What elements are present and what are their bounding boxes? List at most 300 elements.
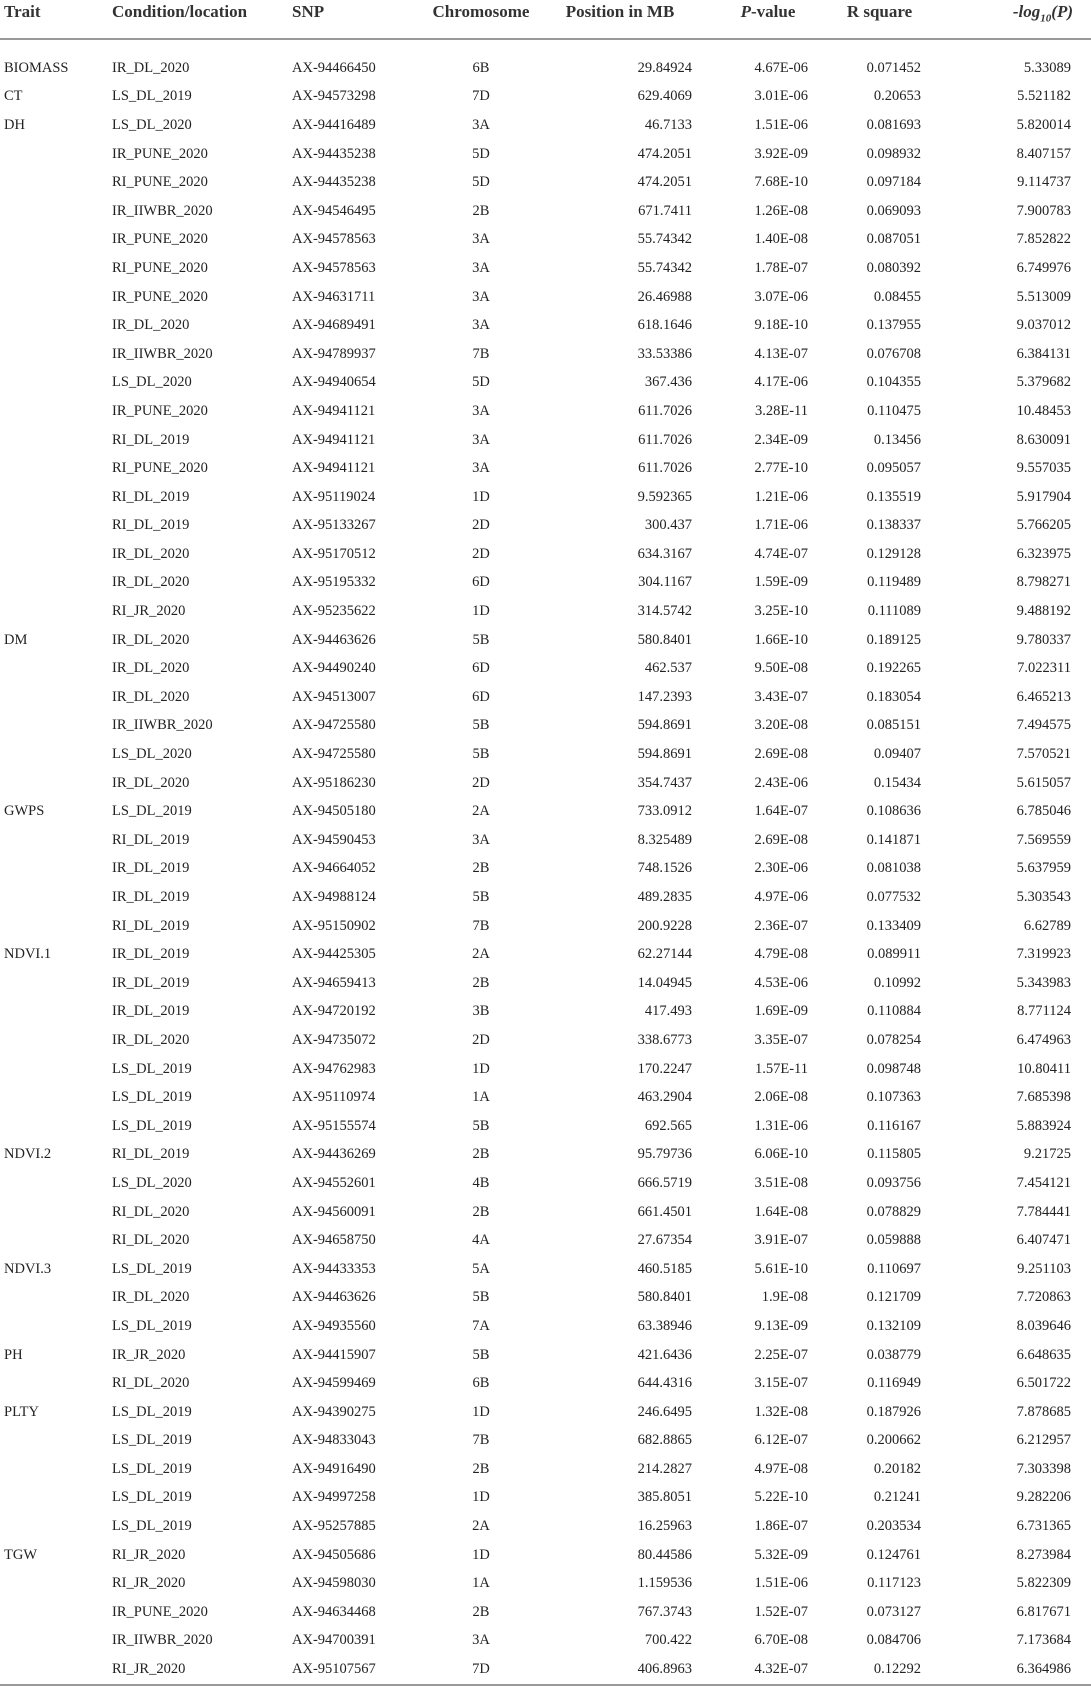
chromosome-cell: 2D	[472, 517, 490, 534]
pvalue-cell: 3.91E-07	[754, 1232, 808, 1249]
condition-cell: IR_PUNE_2020	[112, 402, 208, 419]
trait-cell	[0, 597, 104, 626]
trait-cell	[0, 1169, 104, 1198]
trait-cell	[0, 1312, 104, 1341]
position-cell: 580.8401	[637, 631, 692, 648]
pvalue-cell: 2.30E-06	[754, 860, 808, 877]
neg-log10-p-cell: 10.48453	[1016, 402, 1071, 419]
trait-cell	[0, 311, 104, 340]
table-row	[0, 540, 1091, 569]
neg-log10-p-cell: 5.637959	[1016, 860, 1071, 877]
condition-cell: IR_IIWBR_2020	[112, 345, 213, 362]
condition-cell: LS_DL_2019	[112, 1460, 192, 1477]
rsquare-cell: 0.119489	[867, 574, 921, 591]
chromosome-cell: 6D	[472, 688, 490, 705]
table-row	[0, 111, 1091, 140]
condition-cell: IR_DL_2020	[112, 631, 190, 648]
position-cell: 462.537	[644, 660, 692, 677]
position-cell: 748.1526	[637, 860, 692, 877]
rsquare-cell: 0.203534	[866, 1518, 921, 1535]
pvalue-cell: 2.69E-08	[754, 746, 808, 763]
position-cell: 1.159536	[637, 1575, 692, 1592]
position-cell: 661.4501	[637, 1203, 692, 1220]
trait-cell	[0, 769, 104, 798]
condition-cell: LS_DL_2020	[112, 374, 192, 391]
trait-cell: DM	[4, 631, 28, 648]
pvalue-cell: 5.61E-10	[754, 1260, 808, 1277]
chromosome-cell: 2B	[472, 1203, 490, 1220]
position-cell: 147.2393	[637, 688, 692, 705]
chromosome-cell: 6D	[472, 660, 490, 677]
table-row	[0, 1398, 1091, 1427]
rsquare-cell: 0.116167	[867, 1117, 921, 1134]
position-cell: 46.7133	[644, 116, 692, 133]
trait-cell	[0, 1455, 104, 1484]
position-cell: 666.5719	[637, 1174, 692, 1191]
position-cell: 354.7437	[637, 774, 692, 791]
pvalue-cell: 4.32E-07	[728, 1655, 838, 1685]
position-cell: 170.2247	[637, 1060, 692, 1077]
trait-cell	[0, 855, 104, 884]
rsquare-cell: 0.187926	[866, 1403, 921, 1420]
trait-cell	[0, 1083, 104, 1112]
pvalue-cell: 3.35E-07	[754, 1031, 808, 1048]
condition-cell: IR_DL_2019	[112, 860, 190, 877]
neg-log10-p-cell: 6.817671	[1016, 1603, 1071, 1620]
pvalue-cell: 1.78E-07	[754, 259, 808, 276]
condition-cell: IR_DL_2019	[112, 1003, 190, 1020]
chromosome-cell: 1D	[472, 1546, 490, 1563]
snp-cell: AX-95110974	[292, 1089, 376, 1106]
header-pvalue	[728, 0, 838, 39]
neg-log10-p-cell: 6.648635	[1016, 1346, 1071, 1363]
header-pvalue-rest: -value	[751, 2, 796, 21]
pvalue-cell: 3.43E-07	[754, 688, 808, 705]
condition-cell: IR_DL_2020	[112, 660, 190, 677]
snp-cell: AX-94833043	[292, 1432, 376, 1449]
snp-cell: AX-94416489	[292, 116, 376, 133]
table-row	[0, 712, 1091, 741]
table-row	[0, 1512, 1091, 1541]
pvalue-cell: 1.64E-08	[754, 1203, 808, 1220]
chromosome-cell: 5B	[472, 717, 490, 734]
trait-cell	[0, 654, 104, 683]
rsquare-cell: 0.110697	[867, 1260, 921, 1277]
pvalue-cell: 1.64E-07	[754, 803, 808, 820]
table-row	[0, 1655, 1091, 1685]
pvalue-cell: 2.36E-07	[754, 917, 808, 934]
neg-log10-p-cell: 5.521182	[1017, 88, 1071, 105]
rsquare-cell: 0.098748	[866, 1060, 921, 1077]
rsquare-cell: 0.085151	[866, 717, 921, 734]
position-cell: 8.325489	[637, 831, 692, 848]
rsquare-cell: 0.089911	[867, 946, 921, 963]
trait-cell: NDVI.2	[4, 1146, 52, 1163]
snp-cell: AX-95186230	[292, 774, 376, 791]
snp-cell: AX-94631711	[292, 288, 376, 305]
neg-log10-p-cell: 8.407157	[1016, 145, 1071, 162]
snp-cell: AX-95133267	[292, 517, 376, 534]
chromosome-cell: 2B	[472, 974, 490, 991]
trait-cell	[0, 712, 104, 741]
condition-cell: LS_DL_2019	[112, 1117, 192, 1134]
snp-cell: AX-94425305	[292, 946, 376, 963]
chromosome-cell: 2D	[472, 545, 490, 562]
table-row	[0, 654, 1091, 683]
snp-cell: AX-94433353	[292, 1260, 376, 1277]
neg-log10-p-cell: 7.454121	[1016, 1174, 1071, 1191]
position-cell: 417.493	[644, 1003, 692, 1020]
neg-log10-p-cell: 6.62789	[1023, 917, 1071, 934]
table-row	[0, 1427, 1091, 1456]
rsquare-cell: 0.110884	[867, 1003, 921, 1020]
trait-cell	[0, 969, 104, 998]
snp-cell: AX-94599469	[292, 1375, 376, 1392]
snp-cell: AX-94725580	[292, 717, 376, 734]
condition-cell: IR_DL_2020	[112, 688, 190, 705]
position-cell: 421.6436	[637, 1346, 692, 1363]
trait-cell	[0, 254, 104, 283]
neg-log10-p-cell: 5.766205	[1016, 517, 1071, 534]
pvalue-cell: 3.25E-10	[754, 603, 808, 620]
trait-cell	[0, 483, 104, 512]
table-row	[0, 254, 1091, 283]
neg-log10-p-cell: 8.039646	[1016, 1317, 1071, 1334]
chromosome-cell: 5D	[472, 145, 490, 162]
neg-log10-p-cell: 6.384131	[1016, 345, 1071, 362]
neg-log10-p-cell: 7.319923	[1016, 946, 1071, 963]
table-row	[0, 1198, 1091, 1227]
neg-log10-p-cell: 6.749976	[1016, 259, 1071, 276]
condition-cell: RI_DL_2019	[112, 917, 190, 934]
chromosome-cell: 1D	[472, 488, 490, 505]
trait-cell	[0, 454, 104, 483]
snp-cell: AX-94916490	[292, 1460, 376, 1477]
pvalue-cell: 2.69E-08	[754, 831, 808, 848]
pvalue-cell: 3.28E-11	[754, 402, 808, 419]
chromosome-cell: 2B	[472, 1603, 490, 1620]
snp-cell: AX-94735072	[292, 1031, 376, 1048]
snp-cell: AX-94935560	[292, 1317, 376, 1334]
trait-cell: CT	[4, 88, 23, 105]
snp-cell: AX-94940654	[292, 374, 376, 391]
table-row	[0, 883, 1091, 912]
rsquare-cell: 0.192265	[866, 660, 921, 677]
pvalue-cell: 1.31E-06	[754, 1117, 808, 1134]
position-cell: 611.7026	[638, 431, 692, 448]
trait-cell	[0, 197, 104, 226]
table-row	[0, 1341, 1091, 1370]
position-cell: 700.422	[644, 1632, 692, 1649]
trait-cell	[0, 1484, 104, 1513]
pvalue-cell: 4.13E-07	[754, 345, 808, 362]
position-cell: 580.8401	[637, 1289, 692, 1306]
trait-cell	[0, 883, 104, 912]
chromosome-cell: 2B	[472, 1146, 490, 1163]
position-cell: 460.5185	[637, 1260, 692, 1277]
rsquare-cell: 0.20653	[873, 88, 921, 105]
header-neg-log10-p	[961, 0, 1091, 39]
pvalue-cell: 6.12E-07	[754, 1432, 808, 1449]
neg-log10-p-cell: 6.501722	[1016, 1375, 1071, 1392]
neg-log10-p-cell: 9.114737	[1017, 174, 1071, 191]
position-cell: 644.4316	[637, 1375, 692, 1392]
trait-cell	[0, 397, 104, 426]
chromosome-cell: 7D	[472, 88, 490, 105]
snp-cell: AX-94941121	[292, 460, 376, 477]
table-row	[0, 683, 1091, 712]
table-row	[0, 369, 1091, 398]
snp-cell: AX-95257885	[292, 1518, 376, 1535]
chromosome-cell: 4A	[472, 1232, 490, 1249]
table-row	[0, 1255, 1091, 1284]
condition-cell: IR_DL_2020	[112, 317, 190, 334]
snp-cell: AX-94997258	[292, 1489, 376, 1506]
chromosome-cell: 2A	[472, 803, 490, 820]
position-cell: 634.3167	[637, 545, 692, 562]
rsquare-cell: 0.116949	[867, 1375, 921, 1392]
snp-cell: AX-94700391	[292, 1632, 376, 1649]
table-row	[0, 1541, 1091, 1570]
neg-log10-p-cell: 7.569559	[1016, 831, 1071, 848]
condition-cell: RI_DL_2019	[112, 488, 190, 505]
condition-cell: LS_DL_2020	[112, 1174, 192, 1191]
condition-cell: IR_DL_2020	[112, 774, 190, 791]
header-trait: Trait	[0, 0, 104, 39]
table-row	[0, 797, 1091, 826]
neg-log10-p-cell: 5.917904	[1016, 488, 1071, 505]
condition-cell: IR_JR_2020	[112, 1346, 186, 1363]
snp-cell: AX-94436269	[292, 1146, 376, 1163]
trait-cell: NDVI.3	[4, 1260, 52, 1277]
condition-cell: IR_DL_2020	[112, 574, 190, 591]
position-cell: 200.9228	[637, 917, 692, 934]
position-cell: 367.436	[644, 374, 692, 391]
chromosome-cell: 6D	[472, 574, 490, 591]
neg-log10-p-cell: 6.212957	[1016, 1432, 1071, 1449]
rsquare-cell: 0.078254	[866, 1031, 921, 1048]
rsquare-cell: 0.069093	[866, 202, 921, 219]
position-cell: 300.437	[644, 517, 692, 534]
neg-log10-p-cell: 9.282206	[1016, 1489, 1071, 1506]
rsquare-cell: 0.081038	[866, 860, 921, 877]
rsquare-cell: 0.08455	[873, 288, 921, 305]
condition-cell: IR_DL_2020	[112, 59, 190, 76]
trait-cell	[0, 283, 104, 312]
rsquare-cell: 0.21241	[873, 1489, 921, 1506]
chromosome-cell: 1D	[472, 1489, 490, 1506]
table-row	[0, 426, 1091, 455]
rsquare-cell: 0.10992	[873, 974, 921, 991]
trait-cell	[0, 340, 104, 369]
neg-log10-p-cell: 8.798271	[1016, 574, 1071, 591]
rsquare-cell: 0.111089	[867, 603, 921, 620]
neg-log10-p-cell: 8.273984	[1016, 1546, 1071, 1563]
rsquare-cell: 0.110475	[867, 402, 921, 419]
snp-cell: AX-94689491	[292, 317, 376, 334]
neg-log10-p-cell: 7.900783	[1016, 202, 1071, 219]
neg-log10-p-cell: 5.343983	[1016, 974, 1071, 991]
table-row	[0, 226, 1091, 255]
chromosome-cell: 1A	[472, 1575, 490, 1592]
snp-cell: AX-94659413	[292, 974, 376, 991]
rsquare-cell: 0.132109	[866, 1317, 921, 1334]
header-log-prefix: -log	[1012, 2, 1041, 21]
trait-cell	[0, 1026, 104, 1055]
position-cell: 338.6773	[637, 1031, 692, 1048]
neg-log10-p-cell: 7.720863	[1016, 1289, 1071, 1306]
chromosome-cell: 5D	[472, 374, 490, 391]
position-cell: 474.2051	[637, 174, 692, 191]
snp-cell: AX-94941121	[292, 431, 376, 448]
condition-cell: LS_DL_2019	[112, 1489, 192, 1506]
trait-cell	[0, 1655, 104, 1685]
snp-cell: AX-94415907	[292, 1346, 376, 1363]
pvalue-cell: 1.40E-08	[754, 231, 808, 248]
neg-log10-p-cell: 9.557035	[1016, 460, 1071, 477]
trait-cell	[0, 1284, 104, 1313]
pvalue-cell: 1.32E-08	[754, 1403, 808, 1420]
position-cell: 214.2827	[637, 1460, 692, 1477]
pvalue-cell: 1.69E-09	[754, 1003, 808, 1020]
trait-cell	[0, 826, 104, 855]
condition-cell: IR_DL_2019	[112, 889, 190, 906]
trait-cell	[0, 140, 104, 169]
pvalue-cell: 4.67E-06	[754, 59, 808, 76]
snp-cell: AX-94490240	[292, 660, 376, 677]
position-cell: 692.565	[644, 1117, 692, 1134]
rsquare-cell: 0.076708	[866, 345, 921, 362]
rsquare-cell: 0.080392	[866, 259, 921, 276]
rsquare-cell: 0.129128	[866, 545, 921, 562]
pvalue-cell: 1.52E-07	[754, 1603, 808, 1620]
neg-log10-p-cell: 6.474963	[1016, 1031, 1071, 1048]
condition-cell: LS_DL_2019	[112, 1518, 192, 1535]
chromosome-cell: 3A	[472, 116, 490, 133]
position-cell: 629.4069	[637, 88, 692, 105]
position-cell: 594.8691	[637, 746, 692, 763]
trait-cell: NDVI.1	[4, 946, 52, 963]
chromosome-cell: 6B	[472, 59, 490, 76]
neg-log10-p-cell: 7.852822	[1016, 231, 1071, 248]
chromosome-cell: 5B	[472, 889, 490, 906]
table-row	[0, 1026, 1091, 1055]
position-cell: 611.7026	[638, 402, 692, 419]
rsquare-cell: 0.115805	[867, 1146, 921, 1163]
condition-cell: RI_JR_2020	[112, 1546, 186, 1563]
position-cell: 80.44586	[637, 1546, 692, 1563]
position-cell: 95.79736	[637, 1146, 692, 1163]
pvalue-cell: 3.07E-06	[754, 288, 808, 305]
snp-cell: AX-94941121	[292, 402, 376, 419]
trait-cell: BIOMASS	[4, 59, 69, 76]
condition-cell: RI_DL_2019	[112, 517, 190, 534]
condition-cell: LS_DL_2019	[112, 1060, 192, 1077]
pvalue-cell: 6.70E-08	[754, 1632, 808, 1649]
snp-cell: AX-94463626	[292, 631, 376, 648]
condition-cell: LS_DL_2019	[112, 1260, 192, 1277]
table-row	[0, 1284, 1091, 1313]
neg-log10-p-cell: 7.784441	[1016, 1203, 1071, 1220]
trait-cell	[0, 683, 104, 712]
chromosome-cell: 3A	[472, 831, 490, 848]
condition-cell: IR_IIWBR_2020	[112, 202, 213, 219]
neg-log10-p-cell: 7.173684	[1016, 1632, 1071, 1649]
trait-cell	[0, 1569, 104, 1598]
pvalue-cell: 9.13E-09	[754, 1317, 808, 1334]
table-row	[0, 1598, 1091, 1627]
table-row	[0, 1369, 1091, 1398]
position-cell: 594.8691	[637, 717, 692, 734]
pvalue-cell: 1.66E-10	[754, 631, 808, 648]
position-cell: 16.25963	[637, 1518, 692, 1535]
snp-cell: AX-94435238	[292, 174, 376, 191]
table-row	[0, 569, 1091, 598]
snp-cell: AX-94578563	[292, 259, 376, 276]
trait-cell	[0, 1627, 104, 1656]
chromosome-cell: 2B	[472, 1460, 490, 1477]
neg-log10-p-cell: 6.407471	[1016, 1232, 1071, 1249]
neg-log10-p-cell: 5.513009	[1016, 288, 1071, 305]
neg-log10-p-cell: 7.022311	[1017, 660, 1071, 677]
chromosome-cell: 4B	[472, 1174, 490, 1191]
rsquare-cell: 0.183054	[866, 688, 921, 705]
position-cell: 314.5742	[637, 603, 692, 620]
condition-cell: RI_PUNE_2020	[112, 259, 208, 276]
condition-cell: RI_DL_2020	[112, 1203, 190, 1220]
chromosome-cell: 2B	[472, 860, 490, 877]
rsquare-cell: 0.098932	[866, 145, 921, 162]
condition-cell: LS_DL_2019	[112, 88, 192, 105]
header-snp: SNP	[292, 0, 414, 39]
snp-cell: AX-94546495	[292, 202, 376, 219]
chromosome-cell: 7D	[414, 1655, 548, 1685]
rsquare-cell: 0.073127	[866, 1603, 921, 1620]
pvalue-cell: 1.71E-06	[754, 517, 808, 534]
neg-log10-p-cell: 6.364986	[961, 1655, 1091, 1685]
chromosome-cell: 1A	[472, 1089, 490, 1106]
condition-cell: RI_PUNE_2020	[112, 460, 208, 477]
rsquare-cell: 0.071452	[866, 59, 921, 76]
trait-cell	[0, 1055, 104, 1084]
position-cell: 55.74342	[637, 231, 692, 248]
trait-cell	[0, 1226, 104, 1255]
pvalue-cell: 1.21E-06	[754, 488, 808, 505]
condition-cell: RI_JR_2020	[112, 1575, 186, 1592]
snp-cell: AX-94578563	[292, 231, 376, 248]
table-row	[0, 1627, 1091, 1656]
rsquare-cell: 0.059888	[866, 1232, 921, 1249]
condition-cell: RI_JR_2020	[104, 1655, 292, 1685]
snp-cell: AX-94598030	[292, 1575, 376, 1592]
trait-cell	[0, 998, 104, 1027]
table-row	[0, 311, 1091, 340]
table-row	[0, 140, 1091, 169]
table-row	[0, 397, 1091, 426]
rsquare-cell: 0.077532	[866, 889, 921, 906]
neg-log10-p-cell: 9.251103	[1017, 1260, 1071, 1277]
trait-cell	[0, 740, 104, 769]
rsquare-cell: 0.108636	[866, 803, 921, 820]
pvalue-cell: 1.59E-09	[754, 574, 808, 591]
pvalue-cell: 3.15E-07	[754, 1375, 808, 1392]
condition-cell: IR_DL_2019	[112, 946, 190, 963]
neg-log10-p-cell: 6.323975	[1016, 545, 1071, 562]
chromosome-cell: 3A	[472, 288, 490, 305]
header-log-suffix: (P)	[1051, 2, 1073, 21]
rsquare-cell: 0.135519	[866, 488, 921, 505]
table-row	[0, 1169, 1091, 1198]
